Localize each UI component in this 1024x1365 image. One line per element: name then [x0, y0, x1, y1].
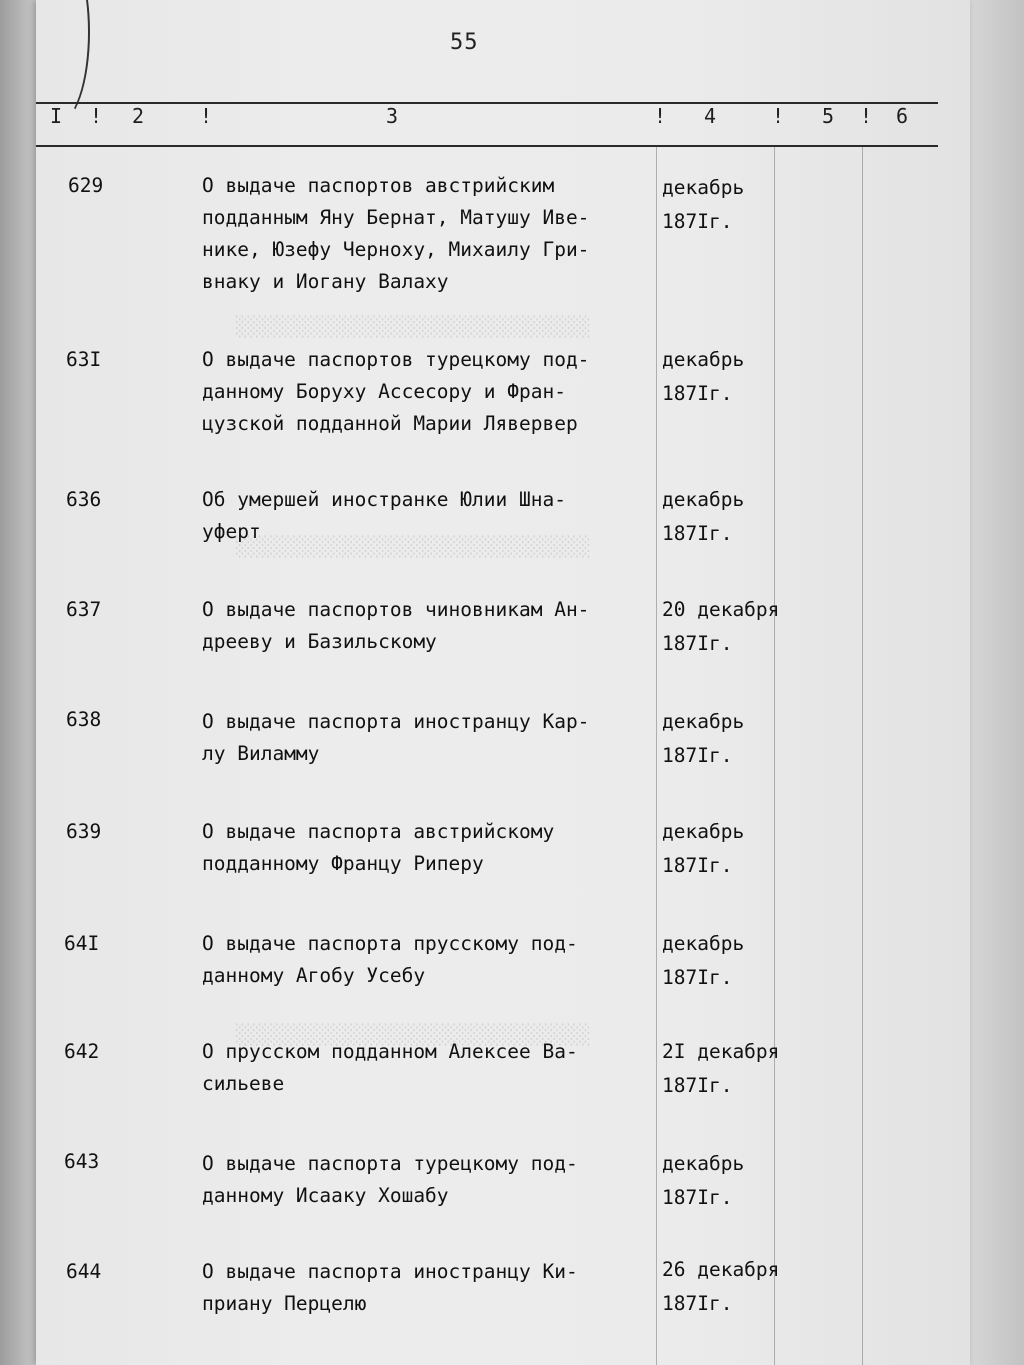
right-page-margin	[970, 0, 1024, 1365]
column-header-3: 3	[386, 104, 399, 128]
entry-title-line: цузской подданной Марии Лявервер	[202, 412, 578, 435]
left-binding-edge	[0, 0, 36, 1365]
column-header-separator: !	[772, 104, 785, 128]
entry-date-line: 187Iг.	[662, 210, 733, 233]
entry-number: 629	[68, 174, 104, 197]
entry-title-line: приану Перцелю	[202, 1292, 367, 1315]
entry-number: 637	[66, 598, 102, 621]
entry-date-line: 2I декабря	[662, 1040, 780, 1063]
entry-title-line: уферт	[202, 520, 261, 543]
entry-title-line: данному Агобу Усебу	[202, 964, 426, 987]
entry-date-line: 187Iг.	[662, 1292, 733, 1315]
entry-date-line: декабрь	[662, 348, 745, 371]
entry-title-line: нике, Юзефу Черноху, Михаилу Гри-	[202, 238, 590, 261]
entry-title-line: О выдаче паспорта австрийскому	[202, 820, 555, 843]
entry-date-line: 187Iг.	[662, 744, 733, 767]
column-header-5: 5	[822, 104, 835, 128]
entry-title-line: сильеве	[202, 1072, 285, 1095]
entry-title-line: О выдаче паспортов чиновникам Ан-	[202, 598, 590, 621]
entry-title-line: О выдаче паспортов турецкому под-	[202, 348, 590, 371]
entry-number: 639	[66, 820, 102, 843]
entry-title-line: О выдаче паспорта иностранцу Кар-	[202, 710, 590, 733]
column-divider	[656, 146, 657, 1365]
entry-title-line: О выдаче паспорта турецкому под-	[202, 1152, 578, 1175]
entry-date-line: 187Iг.	[662, 1074, 733, 1097]
entry-number: 644	[66, 1260, 102, 1283]
column-header-6: 6	[896, 104, 909, 128]
entry-date-line: декабрь	[662, 932, 745, 955]
entry-number: 64I	[64, 932, 100, 955]
column-header-1: I	[50, 104, 63, 128]
column-header-separator: !	[200, 104, 213, 128]
bleed-through-text: ░░░░░░░░░░░░░░░░░░░░░░░░░░░░░░░	[236, 536, 591, 558]
column-divider	[862, 146, 863, 1365]
entry-title-line: дрееву и Базильскому	[202, 630, 437, 653]
entry-title-line: данному Исааку Хошабу	[202, 1184, 449, 1207]
entry-title-line: подданному Францу Риперу	[202, 852, 484, 875]
column-header-separator: !	[654, 104, 667, 128]
entry-date-line: 26 декабря	[662, 1258, 780, 1281]
entry-date-line: декабрь	[662, 488, 745, 511]
entry-title-line: Об умершей иностранке Юлии Шна-	[202, 488, 566, 511]
entry-title-line: данному Боруху Ассесору и Фран-	[202, 380, 566, 403]
entry-number: 63I	[66, 348, 102, 371]
column-header-separator: !	[860, 104, 873, 128]
entry-date-line: 187Iг.	[662, 522, 733, 545]
entry-title-line: О прусском подданном Алексее Ва-	[202, 1040, 578, 1063]
entry-title-line: внаку и Иогану Валаху	[202, 270, 449, 293]
entry-date-line: декабрь	[662, 1152, 745, 1175]
column-header-4: 4	[704, 104, 717, 128]
entry-date-line: декабрь	[662, 820, 745, 843]
entry-date-line: декабрь	[662, 710, 745, 733]
entry-title-line: О выдаче паспортов австрийским	[202, 174, 555, 197]
entry-date-line: 187Iг.	[662, 1186, 733, 1209]
entry-number: 642	[64, 1040, 100, 1063]
entry-date-line: декабрь	[662, 176, 745, 199]
bleed-through-text: ░░░░░░░░░░░░░░░░░░░░░░░░░░░░░░░	[236, 1024, 591, 1046]
entry-date-line: 187Iг.	[662, 632, 733, 655]
entry-title-line: лу Виламму	[202, 742, 320, 765]
column-header-separator: !	[90, 104, 103, 128]
column-header-2: 2	[132, 104, 145, 128]
entry-title-line: О выдаче паспорта прусскому под-	[202, 932, 578, 955]
entry-title-line: О выдаче паспорта иностранцу Ки-	[202, 1260, 578, 1283]
entry-title-line: подданным Яну Бернат, Матушу Иве-	[202, 206, 590, 229]
entry-date-line: 187Iг.	[662, 382, 733, 405]
entry-number: 638	[66, 708, 102, 731]
entry-date-line: 187Iг.	[662, 966, 733, 989]
entry-number: 636	[66, 488, 102, 511]
header-top-rule	[36, 102, 938, 104]
entry-date-line: 20 декабря	[662, 598, 780, 621]
column-divider	[774, 146, 775, 1365]
bleed-through-text: ░░░░░░░░░░░░░░░░░░░░░░░░░░░░░░░	[236, 316, 591, 338]
entry-number: 643	[64, 1150, 100, 1173]
entry-date-line: 187Iг.	[662, 854, 733, 877]
page-number: 55	[450, 30, 479, 55]
header-bottom-rule	[36, 145, 938, 147]
document-page	[36, 0, 970, 1365]
